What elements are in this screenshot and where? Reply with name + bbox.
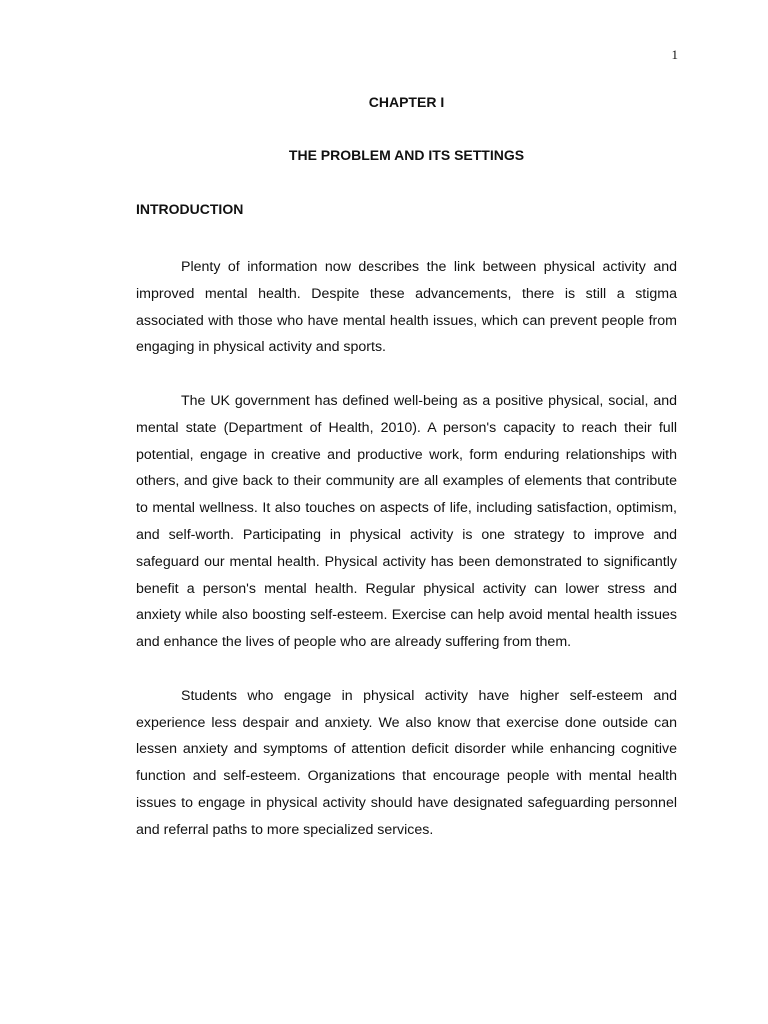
paragraph: The UK government has defined well-being as a positive physical, social, and mental state (Department of Health, 2010). A person's capacity to reach their full potential, engage in creative and productive work, form enduring relationships with others, and give back to their community are all examples of elements that contribute to mental wellness. It also touches on aspects of life, including satisfaction, optimism, and self-worth. Participating in physical activity is one strategy to improve and safeguard our mental health. Physical activity has been demonstrated to significantly benefit a person's mental health. Regular physical activity can lower stress and anxiety while also boosting self-esteem. Exercise can help avoid mental health issues and enhance the lives of people who are already suffering from them. xyxy=(136,392,677,651)
section-heading: INTRODUCTION xyxy=(136,201,244,217)
body-text xyxy=(136,254,677,870)
chapter-title: THE PROBLEM AND ITS SETTINGS xyxy=(288,147,525,163)
page-number: 1 xyxy=(671,47,678,62)
chapter-heading: CHAPTER I xyxy=(368,94,445,110)
paragraph: Students who engage in physical activity have higher self-esteem and experience less despair and anxiety. We also know that exercise done outside can lessen anxiety and symptoms of attention deficit disorder while enhancing cognitive function and self-esteem. Organizations that encourage people with mental health issues to engage in physical activity should have designated safeguarding personnel and referral paths to more specialized services. xyxy=(136,687,677,838)
paragraph: Plenty of information now describes the link between physical activity and improved mental health. Despite these advancements, there is still a stigma associated with those who have mental health issues, which can prevent people from engaging in physical activity and sports. xyxy=(136,259,677,356)
